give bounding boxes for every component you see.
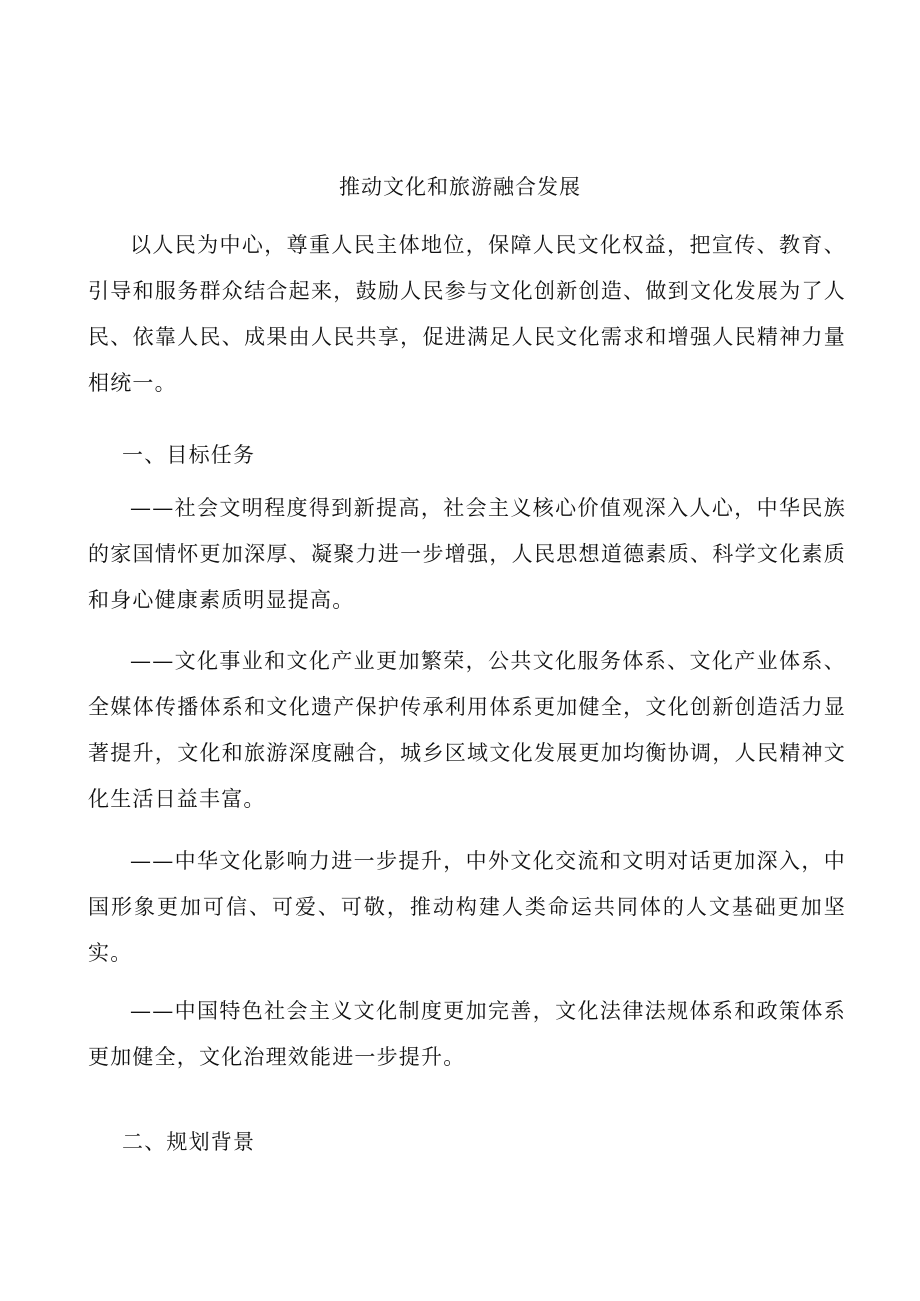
section-heading-goals: 一、目标任务 [122, 443, 256, 467]
goal-paragraph-4: ——中国特色社会主义文化制度更加完善，文化法律法规体系和政策体系更加健全，文化治理效能进一步提升。 [88, 999, 846, 1069]
document-title: 推动文化和旅游融合发展 [339, 175, 581, 199]
goal-paragraph-3: ——中华文化影响力进一步提升，中外文化交流和文明对话更加深入，中国形象更加可信、可爱、可敬，推动构建人类命运共同体的人文基础更加坚实。 [88, 849, 846, 965]
intro-paragraph: 以人民为中心，尊重人民主体地位，保障人民文化权益，把宣传、教育、引导和服务群众结合起来，鼓励人民参与文化创新创造、做到文化发展为了人民、依靠人民、成果由人民共享，促进满足人民文化需求和增强人民精神力量相统一。 [88, 233, 846, 395]
goal-paragraph-1: ——社会文明程度得到新提高，社会主义核心价值观深入人心，中华民族的家国情怀更加深厚、凝聚力进一步增强，人民思想道德素质、科学文化素质和身心健康素质明显提高。 [88, 496, 846, 612]
goal-paragraph-2: ——文化事业和文化产业更加繁荣，公共文化服务体系、文化产业体系、全媒体传播体系和文化遗产保护传承利用体系更加健全，文化创新创造活力显著提升，文化和旅游深度融合，城乡区域文化发展更加均衡协调，人民精神文化生活日益丰富。 [88, 649, 846, 811]
section-heading-background: 二、规划背景 [122, 1130, 256, 1154]
